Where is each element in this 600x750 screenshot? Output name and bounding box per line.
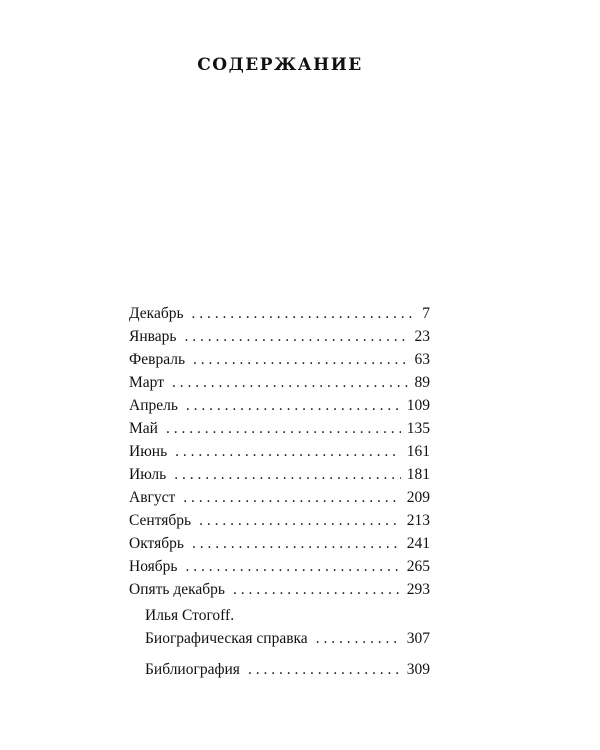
toc-entry-page: 7 [422,305,430,322]
toc-entry-bibliography[interactable] [145,658,430,681]
dot-leader [193,348,408,371]
toc-entry-page: 63 [414,351,430,368]
toc-entry-october[interactable] [129,532,430,555]
toc-entry-label: Май [129,420,158,437]
dot-leader [166,417,401,440]
toc-appendix [129,605,430,681]
dot-leader [192,532,401,555]
dot-leader [185,555,400,578]
toc-entry-page: 89 [414,374,430,391]
toc-entry-december[interactable] [129,302,430,325]
dot-leader [184,325,408,348]
toc-entry-label: Декабрь [129,305,184,322]
toc-entry-label: Июнь [129,443,168,460]
toc-entry-february[interactable] [129,348,430,371]
toc-entry-page: 265 [406,558,430,575]
dot-leader [248,658,401,681]
toc-entry-page: 181 [406,466,430,483]
toc-entry-label: Опять декабрь [129,581,225,598]
table-of-contents [129,302,430,681]
toc-entry-biography[interactable] [145,627,430,650]
toc-entry-page: 307 [406,630,430,647]
toc-entry-page: 293 [406,581,430,598]
toc-entry-label: Январь [129,328,177,345]
toc-entry-march[interactable] [129,371,430,394]
toc-entry-label: Биографическая справка [145,630,308,647]
toc-entry-label: Октябрь [129,535,184,552]
toc-entry-january[interactable] [129,325,430,348]
toc-entry-page: 135 [406,420,430,437]
toc-entry-page: 241 [406,535,430,552]
toc-entry-label: Август [129,489,176,506]
toc-entry-label: Июль [129,466,167,483]
toc-entry-page: 309 [406,661,430,678]
toc-entry-august[interactable] [129,486,430,509]
toc-entry-page: 213 [406,512,430,529]
dot-leader [192,302,417,325]
toc-entry-september[interactable] [129,509,430,532]
toc-entry-april[interactable] [129,394,430,417]
dot-leader [183,486,400,509]
toc-entry-label: Сентябрь [129,512,192,529]
dot-leader [172,371,409,394]
toc-entry-label: Ноябрь [129,558,178,575]
toc-entry-label: Библиография [145,661,240,678]
toc-entry-page: 23 [414,328,430,345]
toc-entry-november[interactable] [129,555,430,578]
toc-entry-page: 161 [406,443,430,460]
toc-entry-december-again[interactable] [129,578,430,601]
dot-leader [186,394,401,417]
toc-entry-label: Февраль [129,351,186,368]
dot-leader [175,440,401,463]
toc-entry-page: 209 [406,489,430,506]
toc-entry-page: 109 [406,397,430,414]
toc-entry-label: Апрель [129,397,178,414]
dot-leader [316,627,401,650]
toc-entry-june[interactable] [129,440,430,463]
toc-entry-label: Март [129,374,164,391]
page-title: СОДЕРЖАНИЕ [197,55,363,75]
toc-entry-may[interactable] [129,417,430,440]
dot-leader [199,509,401,532]
toc-bio-author: Илья Стогоff. [145,607,235,624]
dot-leader [174,463,401,486]
dot-leader [233,578,401,601]
toc-entry-july[interactable] [129,463,430,486]
